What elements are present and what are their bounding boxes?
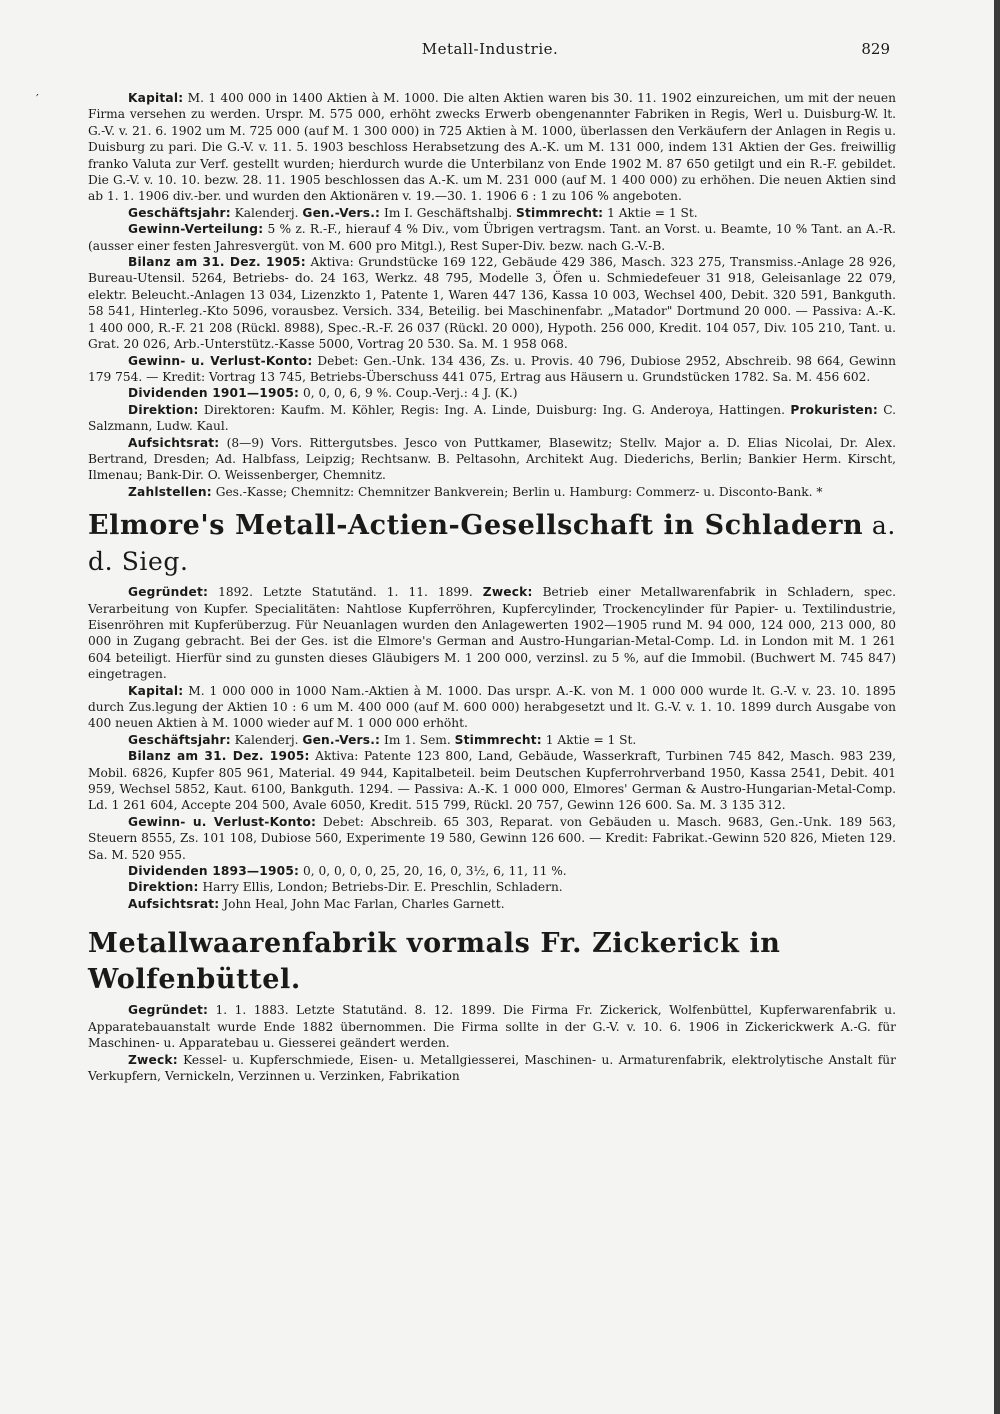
heading-location: a. d. Sieg. bbox=[88, 511, 896, 577]
entry-label: Zahlstellen: bbox=[128, 484, 212, 499]
entry-text: 0, 0, 0, 6, 9 %. Coup.-Verj.: 4 J. (K.) bbox=[299, 386, 518, 401]
entry-paragraph bbox=[88, 385, 896, 401]
entry-paragraph bbox=[88, 748, 896, 814]
entry-label: Gegründet: bbox=[128, 585, 209, 600]
entry-label: Stimmrecht: bbox=[454, 732, 542, 747]
company-heading-zickerick: Metallwaarenfabrik vormals Fr. Zickerick in Wolfenbüttel. bbox=[88, 928, 781, 996]
heading-text: Elmore's Metall-Actien-Gesellschaft in Schladern bbox=[88, 510, 864, 542]
entry-label: Bilanz am 31. Dez. 1905: bbox=[128, 749, 310, 764]
entry-text: Direktoren: Kaufm. M. Köhler, Regis: Ing. A. Linde, Duisburg: Ing. G. Anderoya, Hattingen. bbox=[198, 402, 791, 417]
entry-label: Bilanz am 31. Dez. 1905: bbox=[128, 255, 306, 270]
entry-text: Harry Ellis, London; Betriebs-Dir. E. Preschlin, Schladern. bbox=[198, 880, 563, 895]
entry-paragraph bbox=[88, 896, 896, 912]
entry-paragraph bbox=[88, 584, 896, 682]
company-heading-elmore bbox=[88, 508, 896, 580]
entry-label: Aufsichtsrat: bbox=[128, 435, 220, 450]
entry-paragraph bbox=[88, 1002, 896, 1051]
entry-text: 1 Aktie = 1 St. bbox=[603, 205, 698, 220]
binding-edge bbox=[994, 0, 1000, 1414]
entry-text: M. 1 400 000 in 1400 Aktien à M. 1000. Die alten Aktien waren bis 30. 11. 1902 einzureichen, um mit der neuen Firma versehen zu werden. Urspr. M. 575 000, erhöht zwecks Erwerb obengenannter Fabriken in Regis, Werl u. Duisburg-W. lt. G.-V. v. 21. 6. 1902 um M. 725 000 (auf M. 1 300 000) in 725 Aktien à M. 1000, überlassen den Verkäufern der Anlagen in Regis u. Duisburg zu pari. Die G.-V. v. 11. 5. 1903 beschloss Herabsetzung des A.-K. um M. 131 000, indem 131 Aktien der Ges. freiwillig franko Valuta zur Verf. gestellt wurden; hierdurch wurde die Unterbilanz von Ende 1902 M. 87 650 getilgt und ein R.-F. gebildet. Die G.-V. v. 10. 10. bezw. 28. 11. 1905 beschlossen das A.-K. um M. 231 000 (auf M. 1 400 000) zu erhöhen. Die neuen Aktien sind ab 1. 1. 1906 div.-ber. und wurden den Aktionären v. 19.—30. 1. 1906 6 : 1 zu 106 % angeboten. bbox=[88, 91, 896, 204]
entry-label: Zweck: bbox=[128, 1052, 178, 1067]
entry-label: Geschäftsjahr: bbox=[128, 205, 231, 220]
entry-paragraph bbox=[88, 863, 896, 879]
entry-text: 1 Aktie = 1 St. bbox=[541, 732, 637, 747]
entry-label: Direktion: bbox=[128, 880, 199, 895]
entry-label: Gegründet: bbox=[128, 1003, 209, 1018]
entry-text: Debet: Abschreib. 65 303, Reparat. von Gebäuden u. Masch. 9683, Gen.-Unk. 189 563, Steuern 8555, Zs. 101 108, Dubiose 560, Experimente 19 580, Gewinn 126 600. — Kredit: Fabrikat.-Gewinn 520 826, Mieten 129. Sa. M. 520 955. bbox=[88, 814, 896, 862]
entry-paragraph bbox=[88, 221, 896, 254]
entry-text: Kessel- u. Kupferschmiede, Eisen- u. Metallgiesserei, Maschinen- u. Armaturenfabrik, elektrolytische Anstalt für Verkupfern, Vernickeln, Verzinnen u. Verzinken, Fabrikation bbox=[88, 1052, 896, 1083]
entry-paragraph bbox=[88, 732, 896, 748]
entry-paragraph bbox=[88, 205, 896, 221]
entry-paragraph bbox=[88, 353, 896, 386]
entry-paragraph bbox=[88, 683, 896, 732]
entry-paragraph bbox=[88, 814, 896, 863]
entry-label: Dividenden 1901—1905: bbox=[128, 386, 300, 401]
entry-text: 1892. Letzte Statutänd. 1. 11. 1899. bbox=[208, 585, 483, 600]
entry-text: 0, 0, 0, 0, 0, 25, 20, 16, 0, 3½, 6, 11, 11 %. bbox=[299, 864, 567, 879]
entry-paragraph bbox=[88, 402, 896, 435]
page-header bbox=[90, 40, 890, 66]
entry-label: Kapital: bbox=[128, 683, 184, 698]
entry-label: Dividenden 1893—1905: bbox=[128, 864, 300, 879]
entry-text: Betrieb einer Metallwarenfabrik in Schladern, spec. Verarbeitung von Kupfer. Specialitäten: Nahtlose Kupferröhren, Kupfercylinder, Trockencylinder für Papier- u. Textilindustrie, Eisenröhren mit Kupferüberzug. Für Neuanlagen wurden den Anlagewerten 1902—1905 rund M. 94 000, 124 000, 213 000, 80 000 in Zugang gebracht. Bei der Ges. ist die Elmore's German and Austro-Hungarian-Metal-Comp. Ld. in London mit M. 1 261 604 beteiligt. Hierfür sind zu gunsten dieses Gläubigers M. 1 200 000, verzinsl. zu 5 %, auf die Immobil. (Buchwert M. 745 847) eingetragen. bbox=[88, 585, 896, 682]
entry-paragraph bbox=[88, 1052, 896, 1085]
entry-text: Im I. Geschäftshalbj. bbox=[380, 205, 516, 220]
entry-label: Geschäftsjahr: bbox=[128, 732, 231, 747]
page-content bbox=[88, 90, 896, 1084]
entry-label: Gewinn-Verteilung: bbox=[128, 222, 264, 237]
section-elmore bbox=[88, 584, 896, 912]
entry-text: Kalenderj. bbox=[230, 205, 303, 220]
entry-label: Gen.-Vers.: bbox=[302, 732, 381, 747]
entry-label: Prokuristen: bbox=[790, 402, 878, 417]
running-title: Metall-Industrie. bbox=[421, 40, 559, 58]
margin-mark: ′ bbox=[36, 92, 39, 106]
entry-paragraph bbox=[88, 879, 896, 895]
entry-text: Kalenderj. bbox=[230, 732, 303, 747]
section-metall-industrie bbox=[88, 90, 896, 500]
entry-label: Gen.-Vers.: bbox=[302, 205, 381, 220]
entry-paragraph bbox=[88, 435, 896, 484]
entry-label: Gewinn- u. Verlust-Konto: bbox=[128, 814, 317, 829]
entry-text: Aktiva: Patente 123 800, Land, Gebäude, Wasserkraft, Turbinen 745 842, Masch. 983 239, Mobil. 6826, Kupfer 805 961, Material. 49 944, Kapitalbeteil. beim Deutschen Kupferrohrverband 1950, Kassa 2541, Debit. 401 959, Wechsel 5852, Kaut. 6100, Bankguth. 1294. — Passiva: A.-K. 1 000 000, Elmores' German & Austro-Hungarian-Metal-Comp. Ld. 1 261 604, Accepte 204 500, Avale 6050, Kredit. 515 799, Rückl. 20 757, Gewinn 126 600. Sa. M. 3 135 312. bbox=[88, 749, 896, 813]
entry-text: Im 1. Sem. bbox=[380, 732, 455, 747]
entry-text: 1. 1. 1883. Letzte Statutänd. 8. 12. 1899. Die Firma Fr. Zickerick, Wolfenbüttel, Kupferwarenfabrik u. Apparatebauanstalt wurde Ende 1882 übernommen. Die Firma sollte in der G.-V. v. 10. 6. 1906 in Zickerickwerk A.-G. für Maschinen- u. Apparatebau u. Giesserei geändert werden. bbox=[88, 1003, 896, 1051]
entry-label: Zweck: bbox=[482, 585, 533, 600]
entry-text: (8—9) Vors. Rittergutsbes. Jesco von Puttkamer, Blasewitz; Stellv. Major a. D. Elias Nicolai, Dr. Alex. Bertrand, Dresden; Ad. Halbfass, Leipzig; Rechtsanw. B. Peltasohn, Architekt Aug. Diederichs, Berlin; Bankier Herm. Kirscht, Ilmenau; Bank-Dir. O. Weissenberger, Chemnitz. bbox=[88, 435, 896, 483]
entry-text: C. Salzmann, Ludw. Kaul. bbox=[88, 402, 896, 434]
entry-paragraph bbox=[88, 484, 896, 500]
section-zickerick bbox=[88, 1002, 896, 1084]
entry-text: Ges.-Kasse; Chemnitz: Chemnitzer Bankverein; Berlin u. Hamburg: Commerz- u. Disconto-Bank. * bbox=[211, 484, 823, 499]
entry-label: Aufsichtsrat: bbox=[128, 896, 220, 911]
entry-text: 5 % z. R.-F., hierauf 4 % Div., vom Übrigen vertragsm. Tant. an Vorst. u. Beamte, 10 % Tant. an A.-R. (ausser einer festen Jahresvergüt. von M. 600 pro Mitgl.), Rest Super-Div. bezw. nach G.-V.-B. bbox=[88, 222, 896, 253]
entry-paragraph bbox=[88, 254, 896, 352]
page-number: 829 bbox=[861, 40, 890, 58]
entry-label: Gewinn- u. Verlust-Konto: bbox=[128, 353, 313, 368]
entry-label: Direktion: bbox=[128, 402, 199, 417]
entry-label: Stimmrecht: bbox=[515, 205, 604, 220]
entry-paragraph bbox=[88, 90, 896, 205]
entry-text: Aktiva: Grundstücke 169 122, Gebäude 429 386, Masch. 323 275, Transmiss.-Anlage 28 926, Bureau-Utensil. 5264, Betriebs- do. 24 163, Werkz. 48 795, Modelle 3, Öfen u. Schmiedefeuer 31 918, Geleisanlage 22 079, elektr. Beleucht.-Anlagen 13 034, Lizenzkto 1, Patente 1, Waren 447 136, Kassa 10 003, Wechsel 400, Debit. 320 591, Bankguth. 58 541, Hinterleg.-Kto 5096, vorausbez. Versich. 334, Beteilig. bei Maschinenfabr. „Matador" Dortmund 20 000. — Passiva: A.-K. 1 400 000, R.-F. 21 208 (Rückl. 8988), Spec.-R.-F. 26 037 (Rückl. 20 000), Hypoth. 256 000, Kredit. 104 057, Div. 105 210, Tant. u. Grat. 20 026, Arb.-Unterstütz.-Kasse 5000, Vortrag 20 530. Sa. M. 1 958 068. bbox=[88, 255, 897, 352]
entry-text: M. 1 000 000 in 1000 Nam.-Aktien à M. 1000. Das urspr. A.-K. von M. 1 000 000 wurde lt. G.-V. v. 23. 10. 1895 durch Zus.legung der Aktien 10 : 6 um M. 400 000 (auf M. 600 000) herabgesetzt und lt. G.-V. v. 1. 10. 1899 durch Ausgabe von 400 neuen Aktien à M. 1000 wieder auf M. 1 000 000 erhöht. bbox=[88, 683, 896, 731]
entry-text: John Heal, John Mac Farlan, Charles Garnett. bbox=[219, 896, 505, 911]
entry-label: Kapital: bbox=[128, 91, 184, 105]
entry-text: Debet: Gen.-Unk. 134 436, Zs. u. Provis. 40 796, Dubiose 2952, Abschreib. 98 664, Gewinn 179 754. — Kredit: Vortrag 13 745, Betriebs-Überschuss 441 075, Ertrag aus Häusern u. Grundstücken 1782. Sa. M. 456 602. bbox=[88, 353, 897, 384]
